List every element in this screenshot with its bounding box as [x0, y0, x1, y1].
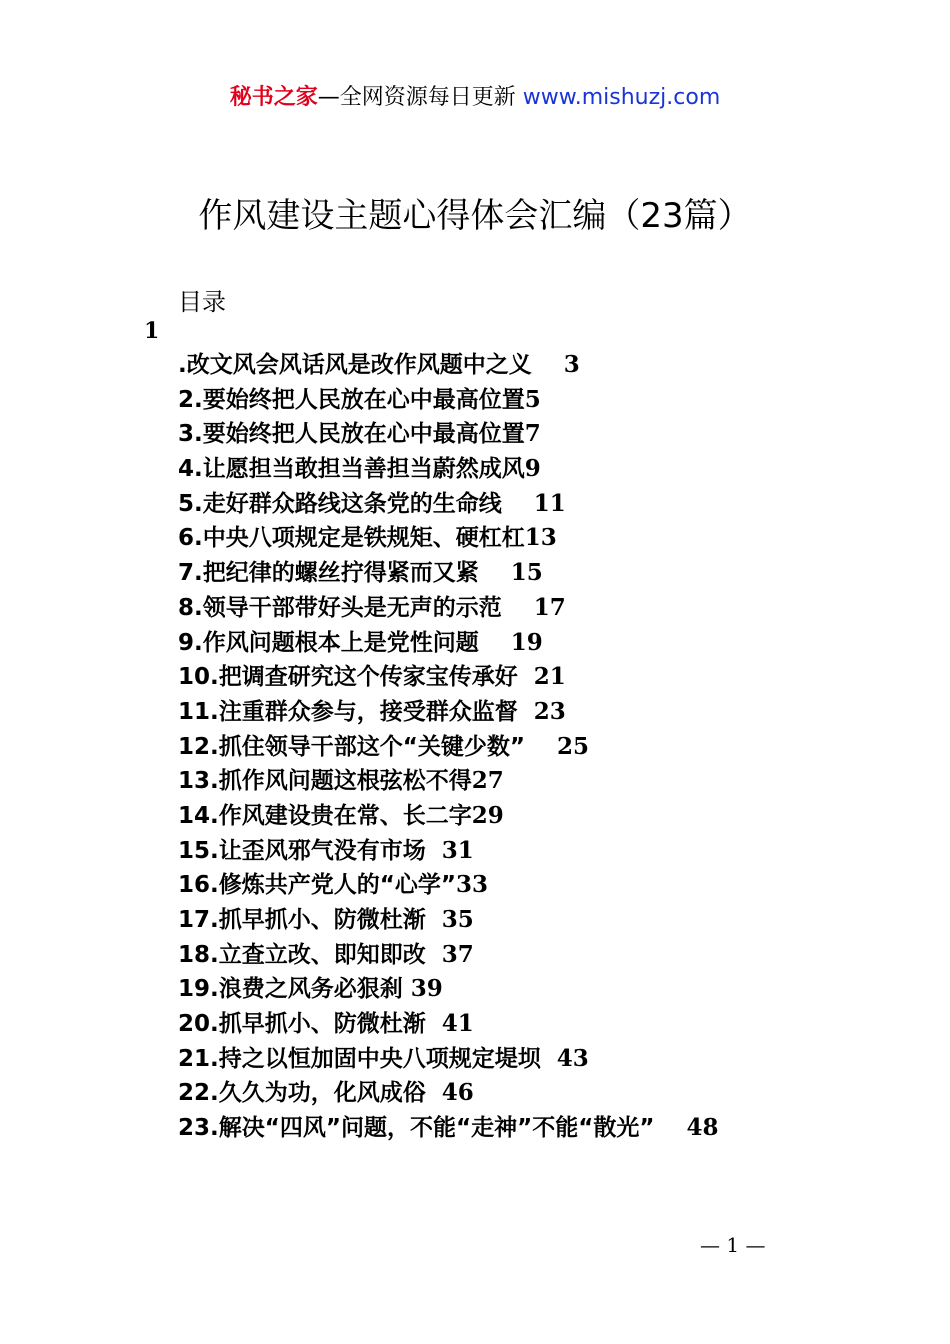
toc-item[interactable]: [178, 383, 719, 418]
header-brand: 秘书之家: [229, 85, 318, 110]
header-tagline: —全网资源每日更新: [317, 85, 523, 110]
toc-item[interactable]: [178, 903, 719, 938]
toc-item-page: 11: [533, 489, 566, 517]
toc-heading: 目录: [178, 288, 226, 316]
toc-item-title: 13.抓作风问题这根弦松不得: [178, 768, 472, 795]
toc-item-title: 7.把纪律的螺丝拧得紧而又紧: [178, 560, 479, 587]
toc-item[interactable]: [178, 487, 719, 522]
header-site-link[interactable]: www.mishuzj.com: [522, 85, 721, 110]
toc-item[interactable]: [178, 556, 719, 591]
toc-item-title: 9.作风问题根本上是党性问题: [178, 629, 479, 656]
toc-item[interactable]: [178, 834, 719, 869]
toc-item-page: 19: [510, 628, 543, 656]
toc-item-page: 31: [441, 836, 474, 864]
document-title: 作风建设主题心得体会汇编（23篇）: [198, 196, 752, 236]
toc-item-title: 19.浪费之风务必狠刹: [178, 976, 403, 1003]
toc-item-page: 33: [455, 871, 488, 899]
toc-item-gap: [654, 1114, 686, 1141]
toc-item[interactable]: [178, 1007, 719, 1042]
toc-item-page: 39: [410, 975, 443, 1003]
toc-item-gap: [532, 351, 564, 378]
toc-item-page: 41: [441, 1010, 474, 1038]
toc-item-title: 11.注重群众参与，接受群众监督: [178, 698, 518, 725]
toc-item-page: 5: [524, 385, 541, 413]
toc-item-title: 12.抓住领导干部这个“关键少数”: [178, 733, 525, 760]
toc-item-page: 48: [686, 1114, 719, 1142]
toc-item[interactable]: [178, 764, 719, 799]
toc-item-title: 14.作风建设贵在常、长二字: [178, 802, 472, 829]
toc-item-gap: [518, 663, 534, 690]
table-of-contents: [178, 348, 719, 1146]
toc-item[interactable]: [178, 938, 719, 973]
toc-item[interactable]: [178, 799, 719, 834]
toc-item-title: 4.让愿担当敢担当善担当蔚然成风: [178, 456, 525, 483]
stray-number: 1: [144, 318, 160, 344]
toc-item-gap: [403, 975, 411, 1002]
toc-item[interactable]: [178, 626, 719, 661]
toc-item[interactable]: [178, 521, 719, 556]
toc-item[interactable]: [178, 660, 719, 695]
toc-item-gap: [525, 733, 557, 760]
toc-item-page: 25: [557, 732, 590, 760]
toc-item-title: 22.久久为功，化风成俗: [178, 1080, 426, 1107]
toc-item-title: 16.修炼共产党人的“心学”: [178, 872, 456, 899]
toc-item[interactable]: [178, 1111, 719, 1146]
toc-item-title: 10.把调查研究这个传家宝传承好: [178, 664, 518, 691]
toc-item-title: 17.抓早抓小、防微杜渐: [178, 907, 426, 933]
toc-item[interactable]: [178, 972, 719, 1007]
toc-item-title: 5.走好群众路线这条党的生命线: [178, 490, 502, 517]
toc-item[interactable]: [178, 452, 719, 487]
toc-item[interactable]: [178, 1042, 719, 1077]
toc-item-page: 15: [510, 559, 543, 587]
toc-item-page: 3: [563, 351, 580, 378]
toc-item[interactable]: [178, 695, 719, 730]
toc-item-page: 21: [533, 663, 566, 691]
toc-item-gap: [502, 490, 534, 517]
toc-item-page: 13: [524, 524, 557, 552]
toc-item-title: 3.要始终把人民放在心中最高位置: [178, 421, 525, 448]
toc-item-gap: [479, 559, 511, 586]
toc-item-gap: [426, 906, 442, 933]
toc-item-page: 17: [533, 593, 566, 621]
toc-item-page: 43: [556, 1044, 589, 1072]
toc-item-page: 46: [441, 1079, 474, 1107]
toc-item-page: 29: [471, 801, 504, 829]
toc-item-title: 21.持之以恒加固中央八项规定堤坝: [178, 1045, 541, 1072]
toc-item-gap: [426, 837, 442, 864]
page-number: — 1 —: [700, 1233, 766, 1257]
toc-item-page: 23: [533, 697, 566, 725]
toc-item-gap: [502, 594, 534, 621]
toc-item-title: 15.让歪风邪气没有市场: [178, 837, 426, 864]
toc-item[interactable]: [178, 868, 719, 903]
toc-item[interactable]: [178, 730, 719, 765]
toc-item-title: 8.领导干部带好头是无声的示范: [178, 594, 502, 621]
toc-item-gap: [479, 629, 511, 656]
toc-item-page: 9: [524, 455, 541, 483]
toc-item[interactable]: [178, 591, 719, 626]
toc-item[interactable]: [178, 348, 719, 383]
toc-item-title: 6.中央八项规定是铁规矩、硬杠杠: [178, 525, 525, 552]
toc-item-gap: [541, 1045, 557, 1072]
toc-item-gap: [518, 698, 534, 725]
toc-item-gap: [426, 941, 442, 968]
toc-item[interactable]: [178, 417, 719, 452]
toc-item-title: 23.解决“四风”问题，不能“走神”不能“散光”: [178, 1115, 655, 1142]
toc-item-title: .改文风会风话风是改作风题中之义: [178, 352, 532, 378]
toc-item-title: 2.要始终把人民放在心中最高位置: [178, 386, 525, 413]
toc-item-gap: [426, 1079, 442, 1106]
toc-item-page: 7: [524, 420, 541, 448]
toc-item-title: 18.立查立改、即知即改: [178, 941, 426, 968]
toc-item-title: 20.抓早抓小、防微杜渐: [178, 1011, 426, 1038]
toc-item-page: 27: [471, 767, 504, 795]
toc-item[interactable]: [178, 1076, 719, 1111]
toc-item-page: 37: [441, 940, 474, 968]
toc-item-gap: [426, 1010, 442, 1037]
toc-item-page: 35: [441, 906, 474, 933]
site-header: [0, 80, 950, 111]
